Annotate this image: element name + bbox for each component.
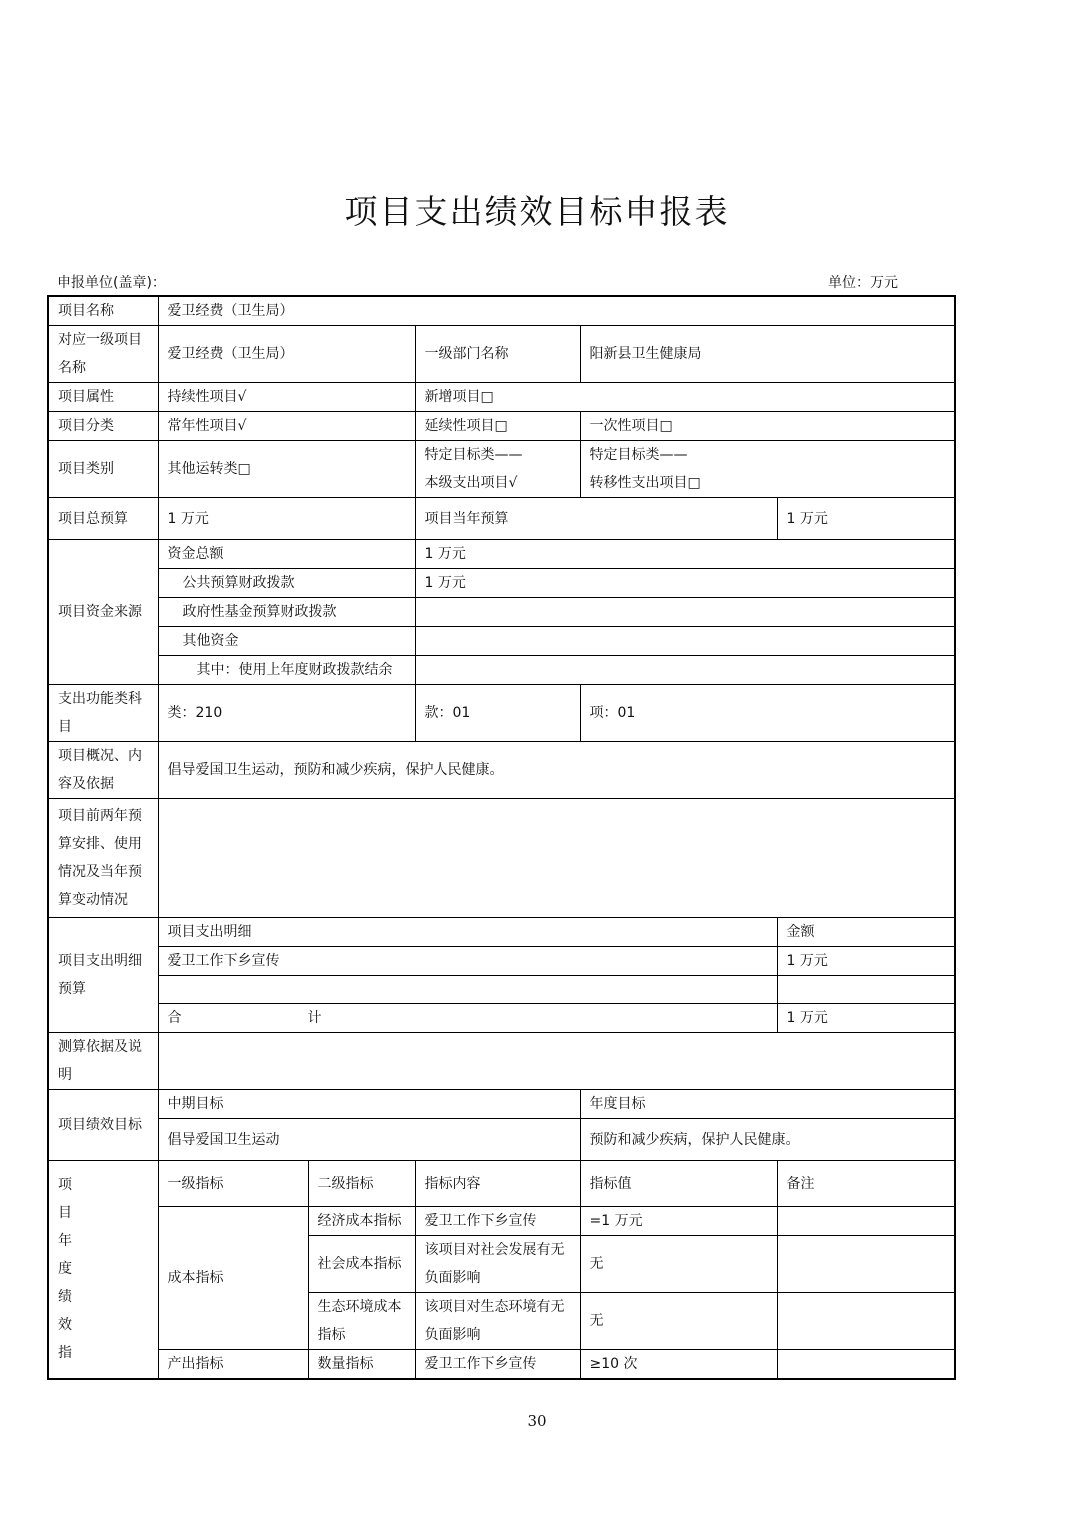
side-label-char: 绩 — [58, 1289, 72, 1305]
row-goals-values — [48, 1119, 955, 1161]
row-detail-item1 — [48, 947, 955, 976]
side-label-char: 年 — [58, 1233, 72, 1249]
indicator-output-remark — [777, 1350, 955, 1380]
budget-value: 1 万元 — [158, 498, 415, 540]
indicator-econ-level2: 经济成本指标 — [308, 1207, 415, 1236]
goals-label: 项目绩效目标 — [48, 1090, 158, 1161]
funding-other-label: 其他资金 — [158, 627, 415, 656]
row-indicator-econ — [48, 1207, 955, 1236]
row-project-attr — [48, 383, 955, 412]
function-label-line2: 目 — [58, 719, 72, 735]
row-indicator-header — [48, 1161, 955, 1207]
row-funding-carryover — [48, 656, 955, 685]
row-project-name — [48, 296, 955, 326]
indicator-econ-content: 爱卫工作下乡宣传 — [415, 1207, 580, 1236]
indicator-social-value: 无 — [580, 1236, 777, 1293]
indicator-eco-remark — [777, 1293, 955, 1350]
indicator-output-value: ≥10 次 — [580, 1350, 777, 1380]
attr-option-continuing: 持续性项目√ — [158, 383, 415, 412]
history-value — [158, 799, 955, 918]
type-option-local-line1: 特定目标类—— — [424, 447, 523, 463]
indicator-eco-level2 — [308, 1293, 415, 1350]
goals-year-value: 预防和减少疾病，保护人民健康。 — [580, 1119, 955, 1161]
side-label-char: 效 — [58, 1317, 72, 1333]
detail-amount1: 1 万元 — [777, 947, 955, 976]
row-project-category — [48, 412, 955, 441]
indicator-head-remark: 备注 — [777, 1161, 955, 1207]
detail-total-label-a: 合 — [167, 1010, 182, 1026]
history-label-line2: 算安排、使用 — [58, 836, 142, 852]
year-budget-label: 项目当年预算 — [415, 498, 777, 540]
performance-form-table — [47, 295, 956, 1380]
detail-col-item: 项目支出明细 — [158, 918, 777, 947]
reporting-unit-label: 申报单位(盖章)： — [57, 275, 166, 291]
type-option-operation: 其他运转类□ — [158, 441, 415, 498]
side-label-char: 指 — [58, 1345, 72, 1361]
history-label — [48, 799, 158, 918]
function-label — [48, 685, 158, 742]
overview-label-line1: 项目概况、内 — [58, 748, 142, 764]
row-project-type — [48, 441, 955, 498]
side-label-char: 度 — [58, 1261, 72, 1277]
detail-col-amount: 金额 — [777, 918, 955, 947]
indicator-head-level1: 一级指标 — [158, 1161, 308, 1207]
basis-label-line2: 明 — [58, 1067, 72, 1083]
indicator-side-label — [48, 1161, 158, 1380]
indicator-head-level2: 二级指标 — [308, 1161, 415, 1207]
indicator-eco-level2-line1: 生态环境成本 — [317, 1299, 402, 1315]
dept-label: 一级部门名称 — [415, 326, 580, 383]
currency-unit-label: 单位：万元 — [828, 275, 898, 291]
project-name-value: 爱卫经费（卫生局） — [158, 296, 955, 326]
row-budget — [48, 498, 955, 540]
funding-gov-label: 政府性基金预算财政拨款 — [158, 598, 415, 627]
attr-option-new: 新增项目□ — [415, 383, 955, 412]
type-option-transfer-line2: 转移性支出项目□ — [589, 475, 701, 491]
category-option-extended: 延续性项目□ — [415, 412, 580, 441]
detail-label-line2: 预算 — [58, 981, 86, 997]
indicator-output-level1: 产出指标 — [158, 1350, 308, 1380]
detail-label — [48, 918, 158, 1033]
dept-value: 阳新县卫生健康局 — [580, 326, 955, 383]
indicator-head-content: 指标内容 — [415, 1161, 580, 1207]
function-class-value: 类：210 — [158, 685, 415, 742]
type-option-local — [415, 441, 580, 498]
funding-total-value: 1 万元 — [415, 540, 955, 569]
history-label-line3: 情况及当年预 — [58, 864, 142, 880]
row-detail-total — [48, 1004, 955, 1033]
row-function-class — [48, 685, 955, 742]
function-item-value: 项：01 — [580, 685, 955, 742]
overview-value: 倡导爱国卫生运动，预防和减少疾病，保护人民健康。 — [158, 742, 955, 799]
page-title: 项目支出绩效目标申报表 — [344, 192, 730, 231]
indicator-social-level2: 社会成本指标 — [308, 1236, 415, 1293]
row-funding-public — [48, 569, 955, 598]
type-option-transfer — [580, 441, 955, 498]
funding-label: 项目资金来源 — [48, 540, 158, 685]
indicator-social-content-line2: 负面影响 — [424, 1270, 481, 1286]
indicator-econ-remark — [777, 1207, 955, 1236]
side-label-char: 目 — [58, 1205, 72, 1221]
category-option-onetime: 一次性项目□ — [580, 412, 955, 441]
attr-label: 项目属性 — [48, 383, 158, 412]
overview-label — [48, 742, 158, 799]
indicator-output-content: 爱卫工作下乡宣传 — [415, 1350, 580, 1380]
type-option-transfer-line1: 特定目标类—— — [589, 447, 688, 463]
year-budget-value: 1 万元 — [777, 498, 955, 540]
indicator-head-value: 指标值 — [580, 1161, 777, 1207]
function-label-line1: 支出功能类科 — [58, 691, 142, 707]
level1-label-line2: 名称 — [58, 360, 86, 376]
basis-label-line1: 测算依据及说 — [58, 1039, 142, 1055]
detail-item1: 爱卫工作下乡宣传 — [158, 947, 777, 976]
row-level1-project — [48, 326, 955, 383]
indicator-eco-value: 无 — [580, 1293, 777, 1350]
indicator-output-level2: 数量指标 — [308, 1350, 415, 1380]
indicator-cost-label: 成本指标 — [158, 1207, 308, 1350]
row-funding-other — [48, 627, 955, 656]
funding-total-label: 资金总额 — [158, 540, 415, 569]
row-indicator-output — [48, 1350, 955, 1380]
budget-label: 项目总预算 — [48, 498, 158, 540]
detail-amount2 — [777, 976, 955, 1004]
detail-total-label — [158, 1004, 777, 1033]
indicator-social-remark — [777, 1236, 955, 1293]
row-funding-gov — [48, 598, 955, 627]
category-label: 项目分类 — [48, 412, 158, 441]
funding-carryover-label: 其中：使用上年度财政拨款结余 — [158, 656, 415, 685]
basis-label — [48, 1033, 158, 1090]
level1-label-line1: 对应一级项目 — [58, 332, 142, 348]
row-history — [48, 799, 955, 918]
indicator-eco-content-line1: 该项目对生态环境有无 — [424, 1299, 565, 1315]
basis-value — [158, 1033, 955, 1090]
side-label-char: 项 — [58, 1177, 72, 1193]
goals-year-label: 年度目标 — [580, 1090, 955, 1119]
detail-item2 — [158, 976, 777, 1004]
row-basis — [48, 1033, 955, 1090]
indicator-eco-level2-line2: 指标 — [317, 1327, 346, 1343]
level1-value: 爱卫经费（卫生局） — [158, 326, 415, 383]
row-overview — [48, 742, 955, 799]
funding-public-label: 公共预算财政拨款 — [158, 569, 415, 598]
row-funding-total — [48, 540, 955, 569]
type-label: 项目类别 — [48, 441, 158, 498]
project-name-label: 项目名称 — [48, 296, 158, 326]
detail-total-label-b: 计 — [307, 1010, 322, 1026]
indicator-eco-content-line2: 负面影响 — [424, 1327, 481, 1343]
funding-public-value: 1 万元 — [415, 569, 955, 598]
type-option-local-line2: 本级支出项目√ — [424, 475, 518, 491]
row-detail-item2 — [48, 976, 955, 1004]
row-detail-header — [48, 918, 955, 947]
funding-gov-value — [415, 598, 955, 627]
history-label-line1: 项目前两年预 — [58, 808, 142, 824]
goals-mid-value: 倡导爱国卫生运动 — [158, 1119, 580, 1161]
row-goals-header — [48, 1090, 955, 1119]
category-option-annual: 常年性项目√ — [158, 412, 415, 441]
indicator-social-content — [415, 1236, 580, 1293]
function-section-value: 款：01 — [415, 685, 580, 742]
goals-mid-label: 中期目标 — [158, 1090, 580, 1119]
indicator-eco-content — [415, 1293, 580, 1350]
funding-carryover-value — [415, 656, 955, 685]
page-number: 30 — [527, 1412, 547, 1430]
funding-other-value — [415, 627, 955, 656]
history-label-line4: 算变动情况 — [58, 892, 128, 908]
indicator-social-content-line1: 该项目对社会发展有无 — [424, 1242, 565, 1258]
detail-label-line1: 项目支出明细 — [58, 953, 142, 969]
detail-total-amount: 1 万元 — [777, 1004, 955, 1033]
level1-label — [48, 326, 158, 383]
indicator-econ-value: =1 万元 — [580, 1207, 777, 1236]
overview-label-line2: 容及依据 — [58, 776, 114, 792]
